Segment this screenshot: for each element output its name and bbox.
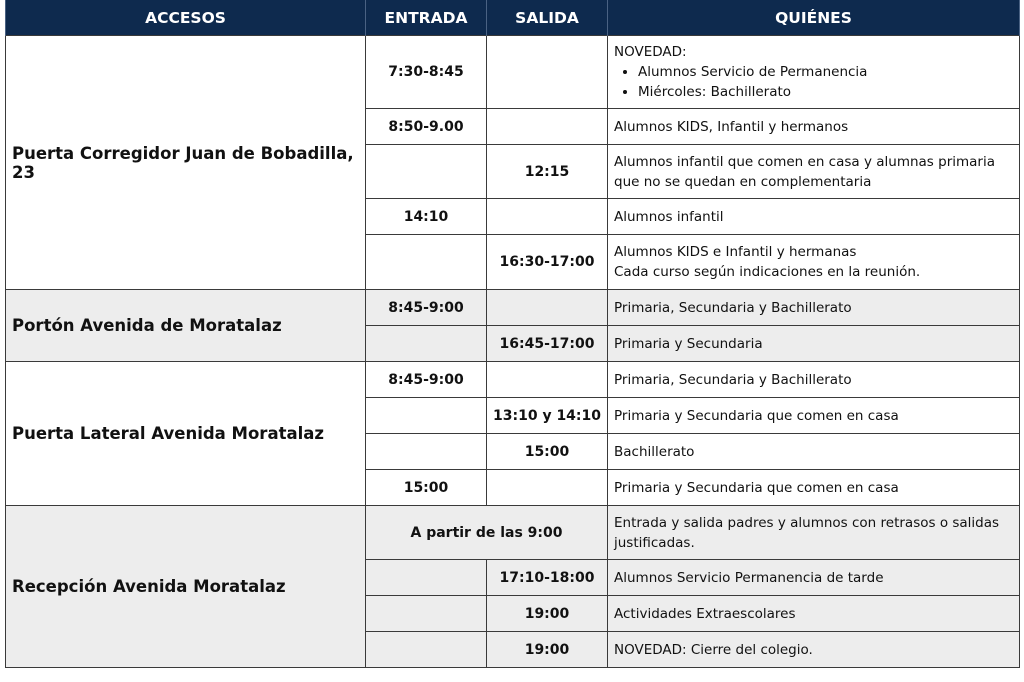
- entry-time: 8:45-9:00: [366, 362, 487, 398]
- who-bullet-list: [614, 62, 1013, 102]
- exit-time: 13:10 y 14:10: [487, 398, 608, 434]
- who-cell: [608, 235, 1020, 290]
- who-cell: Actividades Extraescolares: [608, 596, 1020, 632]
- header-who: QUIÉNES: [608, 0, 1020, 36]
- who-cell: NOVEDAD: Cierre del colegio.: [608, 632, 1020, 668]
- who-line: Alumnos KIDS e Infantil y hermanas: [614, 244, 857, 260]
- entry-time: [366, 145, 487, 199]
- entry-time: 8:45-9:00: [366, 290, 487, 326]
- access-schedule-table: [5, 0, 1020, 668]
- who-cell: Primaria y Secundaria que comen en casa: [608, 470, 1020, 506]
- schedule-table-container: [5, 0, 1019, 668]
- exit-time: [487, 199, 608, 235]
- exit-time: 16:30-17:00: [487, 235, 608, 290]
- exit-time: [487, 36, 608, 109]
- who-cell: Alumnos KIDS, Infantil y hermanos: [608, 109, 1020, 145]
- header-exit: SALIDA: [487, 0, 608, 36]
- who-cell: Primaria, Secundaria y Bachillerato: [608, 290, 1020, 326]
- exit-time: [487, 109, 608, 145]
- who-cell: Bachillerato: [608, 434, 1020, 470]
- entry-time: 15:00: [366, 470, 487, 506]
- exit-time: 19:00: [487, 596, 608, 632]
- entry-time: [366, 560, 487, 596]
- entry-time: [366, 235, 487, 290]
- entry-time: 7:30-8:45: [366, 36, 487, 109]
- exit-time: 12:15: [487, 145, 608, 199]
- table-row: [6, 506, 1020, 560]
- table-row: [6, 290, 1020, 326]
- entry-time: [366, 326, 487, 362]
- exit-time: 15:00: [487, 434, 608, 470]
- who-cell: Alumnos infantil que comen en casa y alumnas primaria que no se quedan en complementaria: [608, 145, 1020, 199]
- exit-time: 19:00: [487, 632, 608, 668]
- table-row: [6, 36, 1020, 109]
- entry-time: 14:10: [366, 199, 487, 235]
- entry-exit-span: A partir de las 9:00: [366, 506, 608, 560]
- exit-time: [487, 362, 608, 398]
- entry-time: [366, 434, 487, 470]
- who-cell: [608, 36, 1020, 109]
- exit-time: [487, 470, 608, 506]
- who-cell: Alumnos Servicio Permanencia de tarde: [608, 560, 1020, 596]
- who-cell: Primaria, Secundaria y Bachillerato: [608, 362, 1020, 398]
- exit-time: [487, 290, 608, 326]
- access-name: Puerta Lateral Avenida Moratalaz: [6, 362, 366, 506]
- table-header-row: [6, 0, 1020, 36]
- exit-time: 17:10-18:00: [487, 560, 608, 596]
- who-line: Cada curso según indicaciones en la reunión.: [614, 264, 921, 280]
- list-item: • Miércoles: Bachillerato: [638, 82, 1013, 102]
- who-cell: Entrada y salida padres y alumnos con retrasos o salidas justificadas.: [608, 506, 1020, 560]
- header-entry: ENTRADA: [366, 0, 487, 36]
- entry-time: [366, 632, 487, 668]
- table-row: [6, 362, 1020, 398]
- who-cell: Primaria y Secundaria: [608, 326, 1020, 362]
- who-cell: Primaria y Secundaria que comen en casa: [608, 398, 1020, 434]
- list-item: • Alumnos Servicio de Permanencia: [638, 62, 1013, 82]
- novedad-title: NOVEDAD:: [614, 44, 687, 60]
- access-name: Portón Avenida de Moratalaz: [6, 290, 366, 362]
- exit-time: 16:45-17:00: [487, 326, 608, 362]
- entry-time: 8:50-9.00: [366, 109, 487, 145]
- who-cell: Alumnos infantil: [608, 199, 1020, 235]
- access-name: Recepción Avenida Moratalaz: [6, 506, 366, 668]
- entry-time: [366, 398, 487, 434]
- access-name: Puerta Corregidor Juan de Bobadilla, 23: [6, 36, 366, 290]
- entry-time: [366, 596, 487, 632]
- header-access: ACCESOS: [6, 0, 366, 36]
